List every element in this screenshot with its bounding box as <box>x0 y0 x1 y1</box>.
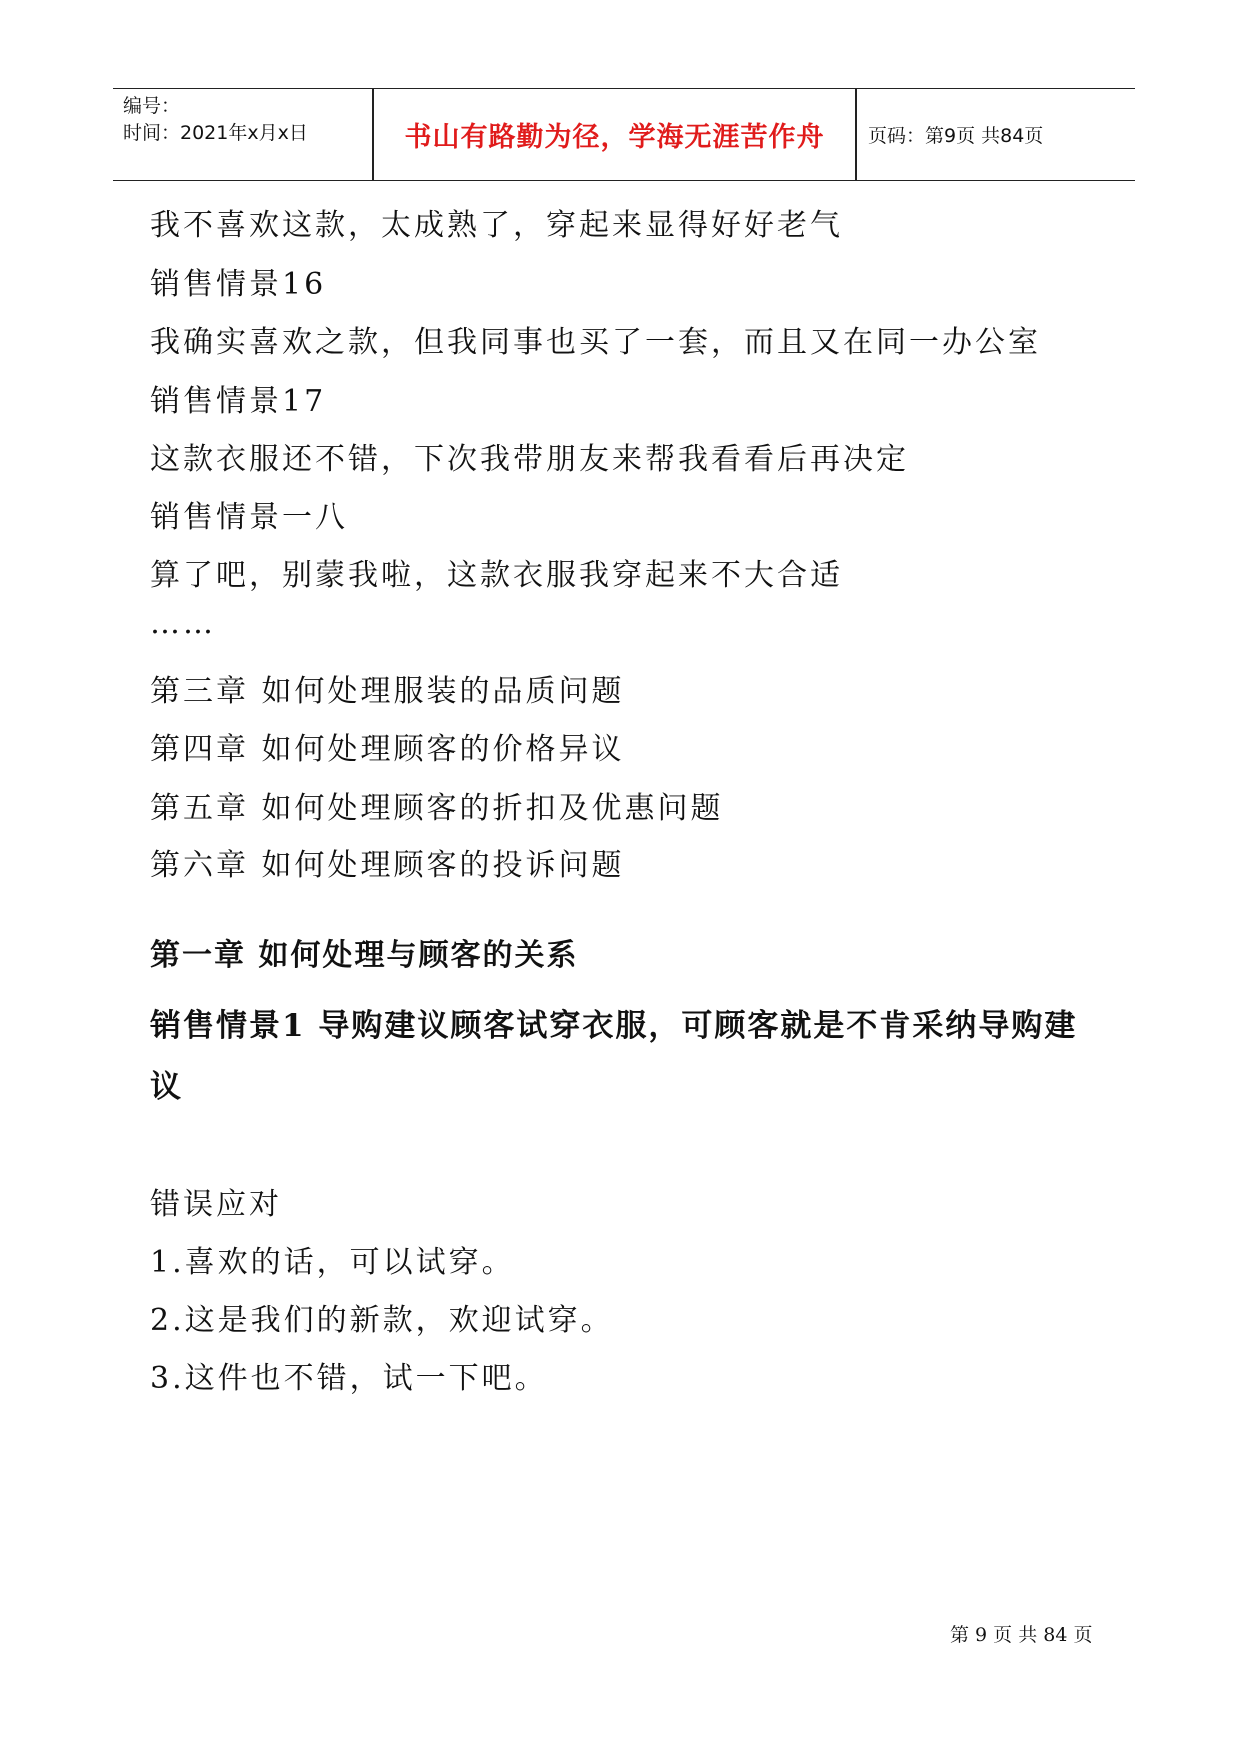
page-footer: 第 9 页 共 84 页 <box>950 1624 1093 1646</box>
header-motto: 书山有路勤为径，学海无涯苦作舟 <box>404 122 825 153</box>
toc-chapter-6: 第六章 如何处理顾客的投诉问题 <box>150 848 625 883</box>
scenario-heading: 销售情景1 导购建议顾客试穿衣服，可顾客就是不肯采纳导购建 <box>150 1008 1078 1044</box>
page-header <box>113 88 1135 181</box>
scenario-label: 销售情景16 <box>150 267 327 302</box>
body-line: 算了吧，别蒙我啦，这款衣服我穿起来不大合适 <box>150 558 843 593</box>
chapter-heading: 第一章 如何处理与顾客的关系 <box>150 938 579 973</box>
body-line: 我不喜欢这款，太成熟了，穿起来显得好好老气 <box>150 208 843 243</box>
response-item: 3.这件也不错，试一下吧。 <box>150 1361 548 1396</box>
body-line: 我确实喜欢之款，但我同事也买了一套，而且又在同一办公室 <box>150 325 1041 360</box>
ellipsis: …… <box>150 606 216 641</box>
response-item: 2.这是我们的新款，欢迎试穿。 <box>150 1303 614 1338</box>
scenario-label: 销售情景17 <box>150 384 327 419</box>
header-meta <box>123 93 373 147</box>
wrong-response-label: 错误应对 <box>150 1187 282 1222</box>
scenario-label: 销售情景一八 <box>150 500 348 535</box>
document-date: 时间：2021年x月x日 <box>123 122 308 144</box>
body-line: 这款衣服还不错，下次我带朋友来帮我看看后再决定 <box>150 442 909 477</box>
document-number-label: 编号： <box>123 95 181 117</box>
response-item: 1.喜欢的话，可以试穿。 <box>150 1245 515 1280</box>
toc-chapter-3: 第三章 如何处理服装的品质问题 <box>150 674 625 709</box>
header-page-info: 页码：第9页 共84页 <box>868 125 1044 147</box>
toc-chapter-4: 第四章 如何处理顾客的价格异议 <box>150 732 625 767</box>
toc-chapter-5: 第五章 如何处理顾客的折扣及优惠问题 <box>150 791 724 826</box>
header-divider <box>855 89 857 180</box>
scenario-heading-continued: 议 <box>150 1069 183 1105</box>
